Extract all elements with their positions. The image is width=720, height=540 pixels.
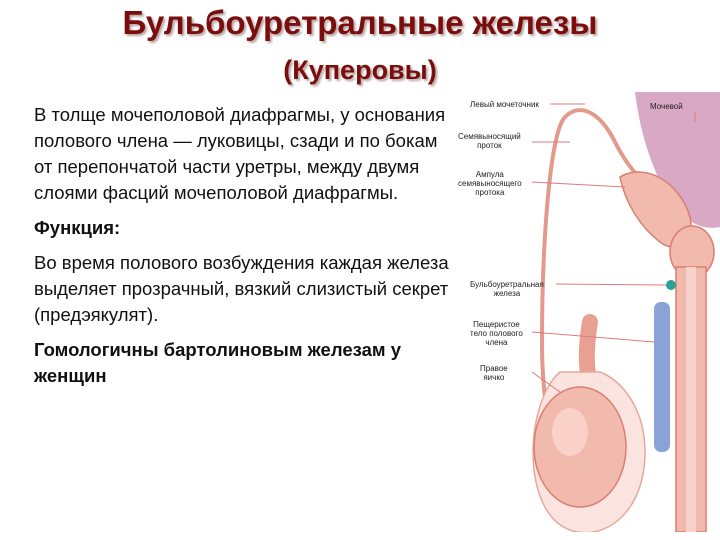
page-title: Бульбоуретральные железы	[122, 4, 598, 41]
label-ampulla: Ампула семявыносящего протока	[458, 170, 522, 197]
corpus-shape	[654, 302, 670, 452]
urethra-shape	[686, 267, 696, 532]
location-paragraph: В толще мочеполовой диафрагмы, у основания полового члена — луковицы, сзади и по бокам от перепончатой части уретры, между двумя слоями фасций мочеполовой диафрагмы.	[34, 104, 446, 203]
bulbourethral-gland-dot	[666, 280, 676, 290]
label-left-ureter: Левый мочеточник	[470, 100, 539, 109]
label-bladder: Мочевой	[650, 102, 683, 111]
anatomy-illustration	[440, 92, 720, 532]
testis-highlight	[552, 408, 588, 456]
label-ductus: Семявыносящий проток	[458, 132, 521, 150]
label-corpus: Пещеристое тело полового члена	[470, 320, 523, 347]
label-testis: Правое яичко	[480, 364, 508, 382]
anatomy-figure	[440, 92, 720, 532]
function-paragraph: Во время полового возбуждения каждая железа выделяет прозрачный, вязкий слизистый секрет (предэякулят).	[34, 252, 449, 325]
body-text	[34, 102, 452, 389]
label-bulbourethral: Бульбоуретральная железа	[470, 280, 544, 298]
pointer-gland	[556, 284, 666, 285]
page-subtitle: (Куперовы)	[283, 55, 437, 85]
homology-paragraph: Гомологичны бартолиновым железам у женщин	[34, 339, 401, 386]
pointer-ampulla	[532, 182, 625, 187]
function-heading: Функция:	[34, 217, 121, 238]
